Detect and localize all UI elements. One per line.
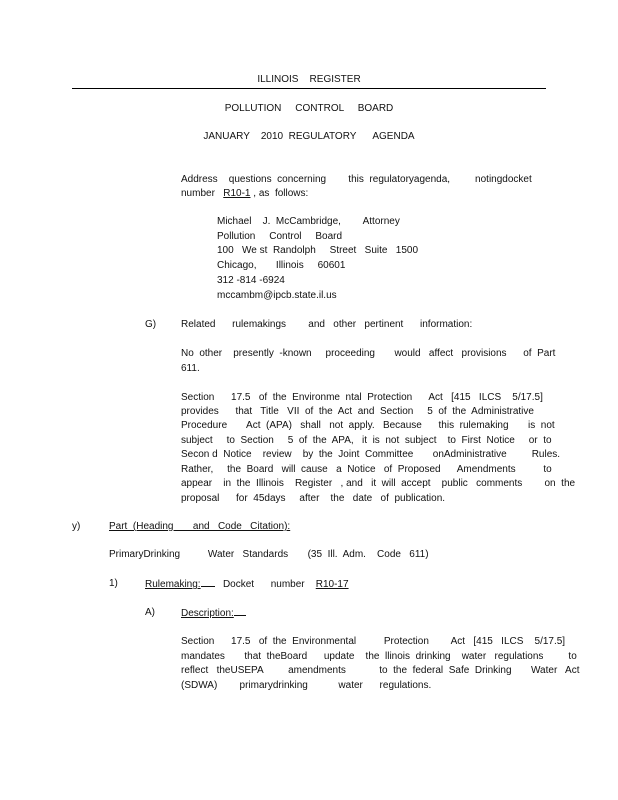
item-a-label: A) [145,607,155,618]
contact-street: 100 We st Randolph Street Suite 1500 [217,245,419,256]
item-g-para2-line: Secon d Notice review by the Joint Committee onAdministrative Rules. [181,449,561,460]
contact-phone: 312 -814 -6924 [217,275,285,286]
contact-org: Pollution Control Board [217,231,343,242]
address-as-follows: , as follows: [250,188,309,199]
item-g-para2-line: proposal for 45days after the date of publication. [181,493,446,504]
item-y-label: y) [72,521,81,532]
board-title: POLLUTION CONTROL BOARD [224,103,394,114]
item-a-line: mandates that theBoard update the llinois drinking water regulations to [181,651,577,662]
item-g-para2-line: provides that Title VII of the Act and Section 5 of the Administrative [181,406,534,417]
item-g-para2-line: Procedure Act (APA) shall not apply. Because this rulemaking is not [181,420,555,431]
item-1-rulemaking [145,576,349,592]
rulemaking-underline [201,576,215,587]
item-g-heading: Related rulemakings and other pertinent information: [181,319,473,330]
header-rule [72,88,546,89]
item-a-line: reflect theUSEPA amendments to the federal Safe Drinking Water Act [181,665,580,676]
item-g-para2-line: Section 17.5 of the Environme ntal Protection Act [415 ILCS 5/17.5] [181,392,543,403]
address-docket: R10-1 [223,188,251,199]
item-g-label: G) [145,319,157,330]
item-a-heading-wrap [181,605,246,621]
address-intro-line2 [181,186,308,201]
address-intro-line1: Address questions concerning this regulatoryagenda, notingdocket [181,174,532,185]
docket-prefix: Docket number [222,579,316,590]
rulemaking-label: Rulemaking: [145,579,201,590]
item-a-heading: Description: [181,608,234,619]
item-y-heading: Part (Heading and Code Citation): [109,521,291,532]
item-g-para1-line1: No other presently -known proceeding would affect provisions of Part [181,348,556,359]
item-g-para2-line: appear in the Illinois Register , and it will accept public comments on the [181,478,576,489]
agenda-title: JANUARY 2010 REGULATORY AGENDA [203,131,415,142]
contact-city: Chicago, Illinois 60601 [217,260,346,271]
item-g-para1-line2: 611. [181,363,200,374]
item-a-line: (SDWA) primarydrinking water regulations. [181,680,432,691]
item-a-underline [234,605,246,616]
item-a-line: Section 17.5 of the Environmental Protection Act [415 ILCS 5/17.5] [181,636,566,647]
item-y-part-line: PrimaryDrinking Water Standards (35 Ill. Adm. Code 611) [109,549,429,560]
item-1-label: 1) [109,578,118,589]
contact-email: mccambm@ipcb.state.il.us [217,290,337,301]
item-g-para2-line: subject to Section 5 of the APA, it is not subject to First Notice or to [181,435,552,446]
item-g-para2-line: Rather, the Board will cause a Notice of Proposed Amendments to [181,464,552,475]
address-number-label: number [181,188,224,199]
docket-number: R10-17 [315,579,349,590]
register-title: ILLINOIS REGISTER [257,74,361,85]
contact-name: Michael J. McCambridge, Attorney [217,216,400,227]
